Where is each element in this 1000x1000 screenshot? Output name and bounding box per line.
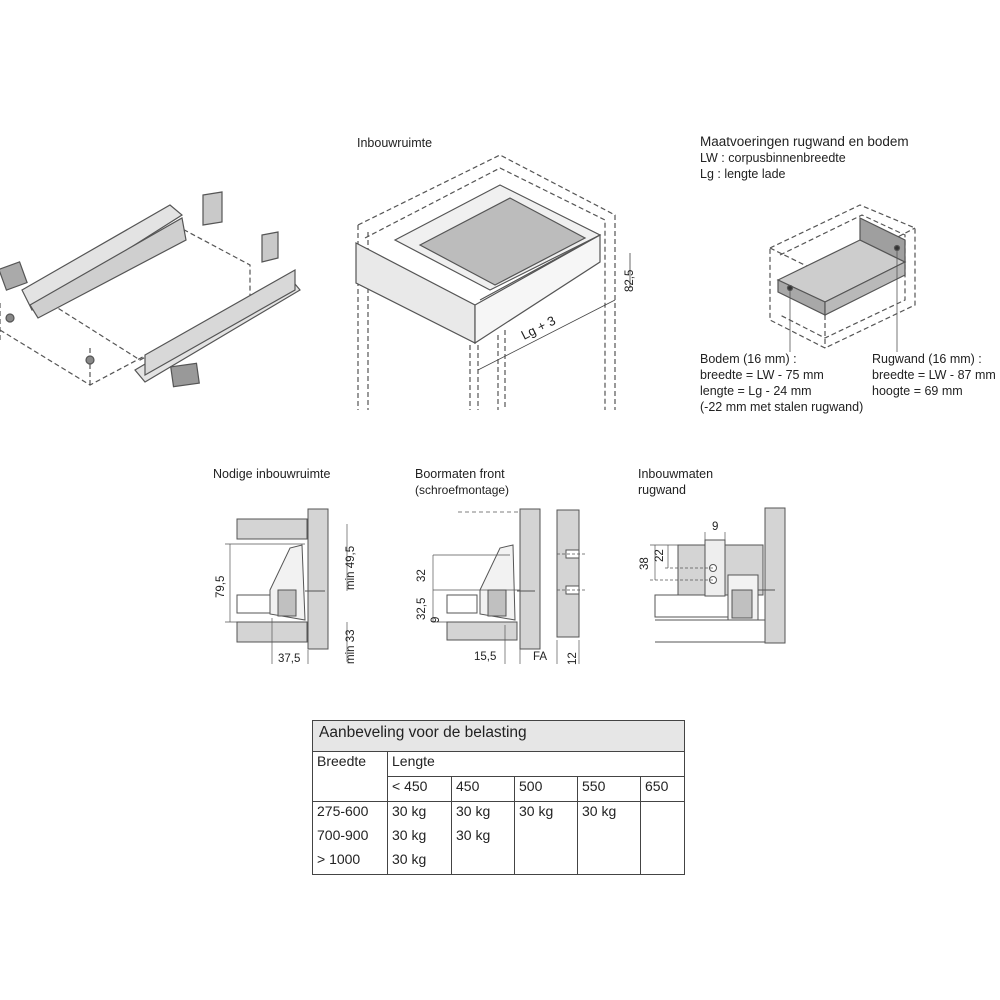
row-0-cell-0: 30 kg [388,802,452,827]
row-1-cell-2 [515,826,578,850]
legend-lw: LW : corpusbinnenbreedte [700,151,846,165]
row-2-cell-3 [578,850,641,875]
table-lengths-row [313,777,685,802]
bodem-line-4: (-22 mm met stalen rugwand) [700,400,864,414]
bodem-line-1: Bodem (16 mm) : [700,352,797,366]
dim-fa: FA [533,651,548,663]
row-1-cell-4 [641,826,685,850]
dim-12: 12 [567,652,579,665]
rugwand-line-3: hoogte = 69 mm [872,384,963,398]
dim-9-rugwand: 9 [712,521,719,533]
exploded-drawer-drawing [0,192,300,387]
dim-79-5: 79,5 [215,575,227,598]
dim-min-49-5: min 49,5 [345,545,357,590]
row-1-cell-3 [578,826,641,850]
row-2-cell-1 [452,850,515,875]
row-0-cell-3: 30 kg [578,802,641,827]
bodem-line-3: lengte = Lg - 24 mm [700,384,812,398]
row-0-cell-1: 30 kg [452,802,515,827]
bodem-line-2: breedte = LW - 75 mm [700,368,824,382]
row-1-breedte: 700-900 [317,827,369,843]
table-row [313,802,685,827]
title-inbouwruimte: Inbouwruimte [357,136,433,150]
length-4: 650 [641,777,685,802]
row-2-cell-0: 30 kg [388,850,452,875]
row-2-cell-2 [515,850,578,875]
title-boormaten-front: Boormaten front [415,467,505,481]
table-row [313,850,685,875]
dim-37-5: 37,5 [278,653,301,665]
dim-9-front: 9 [430,616,442,623]
subtitle-schroefmontage: (schroefmontage) [415,483,510,497]
dim-min-33: min 33 [345,629,357,664]
col-breedte: Breedte [317,753,367,769]
boormaten-front-drawing [433,509,585,664]
title-nodige-inbouwruimte: Nodige inbouwruimte [213,467,331,481]
dim-15-5: 15,5 [474,651,497,663]
row-2-breedte: > 1000 [317,851,361,867]
row-0-breedte: 275-600 [317,803,369,819]
rugwand-line-2: breedte = LW - 87 mm [872,368,996,382]
row-0-cell-4 [641,802,685,827]
load-recommendation-table [312,720,685,875]
dim-82-5: 82,5 [624,269,636,292]
dim-38: 38 [639,557,651,570]
title-inbouwmaten-1: Inbouwmaten [638,467,714,481]
row-1-cell-0: 30 kg [388,826,452,850]
lengths-spacer [313,777,388,802]
length-0: < 450 [388,777,452,802]
dim-32: 32 [416,569,428,582]
dim-32-5: 32,5 [416,597,428,620]
row-1-cell-1: 30 kg [452,826,515,850]
length-3: 550 [578,777,641,802]
inbouwruimte-drawing [356,155,630,410]
table-header-row [313,752,685,777]
length-1: 450 [452,777,515,802]
nodige-inbouwruimte-drawing [225,509,347,664]
title-inbouwmaten-2: rugwand [638,483,686,497]
row-2-cell-4 [641,850,685,875]
table-row [313,826,685,850]
table-title: Aanbeveling voor de belasting [313,721,685,752]
col-lengte: Lengte [388,752,685,777]
rugwand-bodem-drawing [770,205,915,352]
row-0-cell-2: 30 kg [515,802,578,827]
title-maatvoeringen: Maatvoeringen rugwand en bodem [700,134,909,149]
rugwand-line-1: Rugwand (16 mm) : [872,352,982,366]
legend-lg: Lg : lengte lade [700,167,786,181]
table-title-row [313,721,685,752]
dim-lg-plus-3: Lg + 3 [518,312,558,343]
dim-22: 22 [654,549,666,562]
length-2: 500 [515,777,578,802]
